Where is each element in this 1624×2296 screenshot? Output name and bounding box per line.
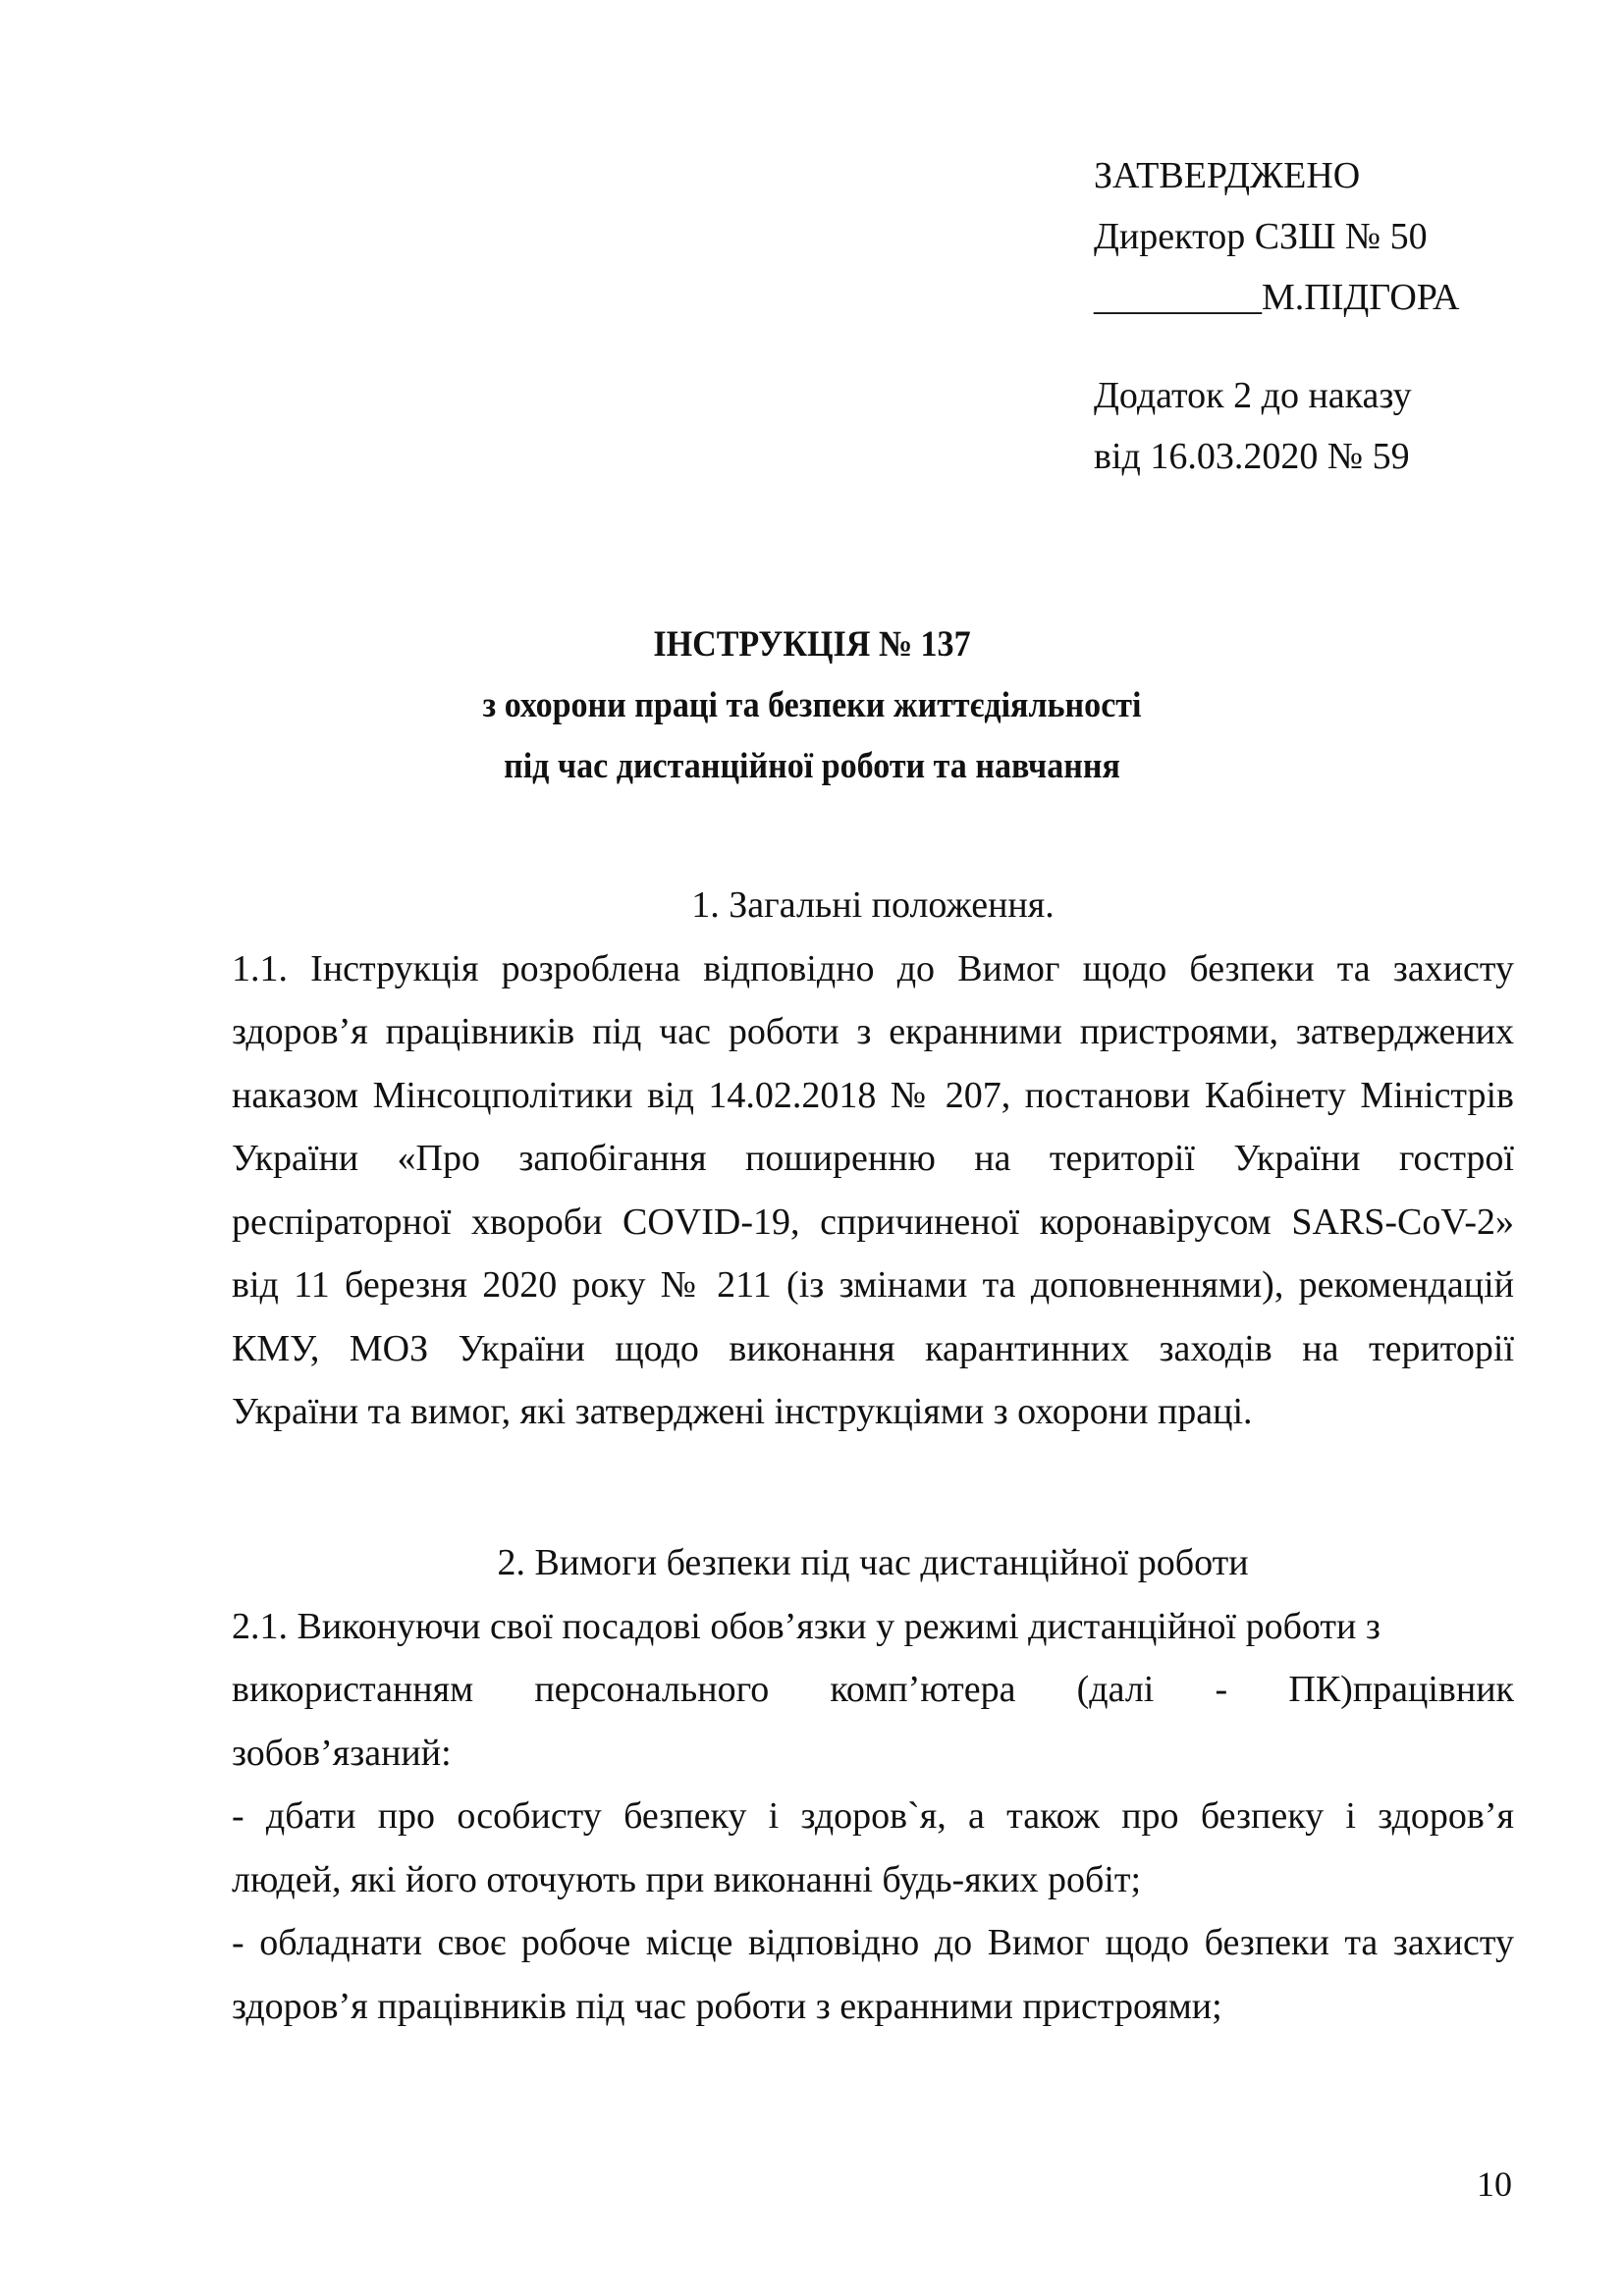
appendix-reference: Додаток 2 до наказу bbox=[1094, 375, 1412, 416]
section-remote-work-safety bbox=[232, 1531, 1514, 2038]
paragraph-line: 2.1. Виконуючи свої посадові обов’язки у режимі дистанційної роботи з bbox=[232, 1605, 1380, 1647]
section-general bbox=[232, 874, 1514, 1444]
approver-signature-line: _________М.ПІДГОРА bbox=[1094, 277, 1460, 318]
title-line-2: з охорони праці та безпеки життєдіяльності bbox=[482, 685, 1142, 725]
approval-status: ЗАТВЕРДЖЕНО bbox=[1094, 155, 1361, 196]
paragraph-line: КМУ, МОЗ України щодо виконання карантинних заходів на території bbox=[232, 1327, 1514, 1369]
paragraph-line: 1.1. Інструкція розроблена відповідно до Вимог щодо безпеки та захисту bbox=[232, 947, 1514, 989]
order-date-number: від 16.03.2020 № 59 bbox=[1094, 436, 1410, 477]
paragraph-line: від 11 березня 2020 року № 211 (із змінами та доповненнями), рекомендацій bbox=[232, 1264, 1514, 1306]
section-1-heading: 1. Загальні положення. bbox=[691, 884, 1055, 926]
list-item-line: здоров’я працівників під час роботи з екранними пристроями; bbox=[232, 1985, 1222, 2027]
list-item-line: - обладнати своє робоче місце відповідно до Вимог щодо безпеки та захисту bbox=[232, 1922, 1514, 1963]
paragraph-line: респіраторної хвороби COVID-19, спричиненої коронавірусом SARS-CoV-2» bbox=[232, 1201, 1514, 1243]
approval-block bbox=[1094, 145, 1460, 487]
paragraph-line: України «Про запобігання поширенню на території України гострої bbox=[232, 1138, 1514, 1179]
title-line-3: під час дистанційної роботи та навчання bbox=[504, 746, 1120, 786]
section-2-heading: 2. Вимоги безпеки під час дистанційної роботи bbox=[497, 1542, 1249, 1583]
paragraph-line: здоров’я працівників під час роботи з екранними пристроями, затверджених bbox=[232, 1011, 1514, 1052]
title-line-1: ІНСТРУКЦІЯ № 137 bbox=[653, 624, 971, 665]
approver-title: Директор СЗШ № 50 bbox=[1094, 216, 1428, 257]
page-number: 10 bbox=[1477, 2164, 1512, 2204]
list-item-line: - дбати про особисту безпеку і здоров`я, а також про безпеку і здоров’я bbox=[232, 1795, 1514, 1837]
list-item-line: людей, які його оточують при виконанні будь-яких робіт; bbox=[232, 1858, 1142, 1900]
paragraph-line: використанням персонального комп’ютера (далі - ПК)працівник bbox=[232, 1669, 1514, 1710]
paragraph-line: України та вимог, які затверджені інструкціями з охорони праці. bbox=[232, 1391, 1253, 1432]
paragraph-line: зобов’язаний: bbox=[232, 1732, 452, 1774]
paragraph-line: наказом Мінсоцполітики від 14.02.2018 № 207, постанови Кабінету Міністрів bbox=[232, 1074, 1514, 1116]
document-title bbox=[65, 614, 1559, 797]
